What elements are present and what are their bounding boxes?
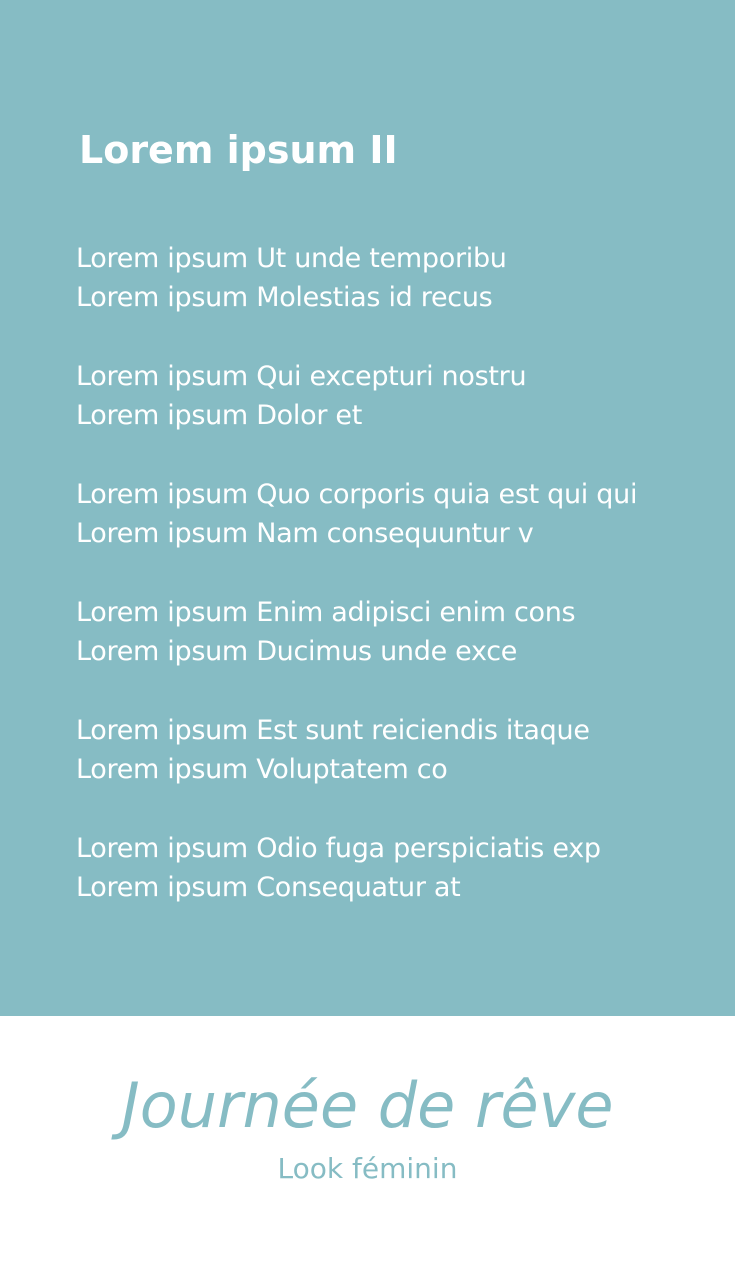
footer-title: Journée de rêve bbox=[121, 1069, 614, 1142]
entry-line-secondary: Lorem ipsum Consequatur at bbox=[76, 872, 461, 903]
list-item bbox=[76, 593, 716, 671]
entry-line-primary: Lorem ipsum Enim adipisci enim cons bbox=[76, 597, 576, 628]
entry-line-secondary: Lorem ipsum Voluptatem co bbox=[76, 754, 448, 785]
entry-line-primary: Lorem ipsum Odio fuga perspiciatis exp bbox=[76, 833, 601, 864]
entry-line-secondary: Lorem ipsum Nam consequuntur v bbox=[76, 518, 534, 549]
entry-line-primary: Lorem ipsum Quo corporis quia est qui qui bbox=[76, 479, 638, 510]
entry-list bbox=[76, 239, 716, 947]
entry-line-secondary: Lorem ipsum Ducimus unde exce bbox=[76, 636, 518, 667]
footer-subtitle: Look féminin bbox=[277, 1152, 458, 1185]
entry-line-primary: Lorem ipsum Est sunt reiciendis itaque bbox=[76, 715, 590, 746]
list-item bbox=[76, 829, 716, 907]
entry-line-secondary: Lorem ipsum Dolor et bbox=[76, 400, 363, 431]
list-item bbox=[76, 475, 716, 553]
entry-line-primary: Lorem ipsum Ut unde temporibu bbox=[76, 243, 507, 274]
footer bbox=[0, 1016, 735, 1280]
entry-line-secondary: Lorem ipsum Molestias id recus bbox=[76, 282, 493, 313]
list-item bbox=[76, 711, 716, 789]
list-item bbox=[76, 239, 716, 317]
panel-title: Lorem ipsum II bbox=[79, 128, 398, 172]
list-item bbox=[76, 357, 716, 435]
entry-line-primary: Lorem ipsum Qui excepturi nostru bbox=[76, 361, 527, 392]
